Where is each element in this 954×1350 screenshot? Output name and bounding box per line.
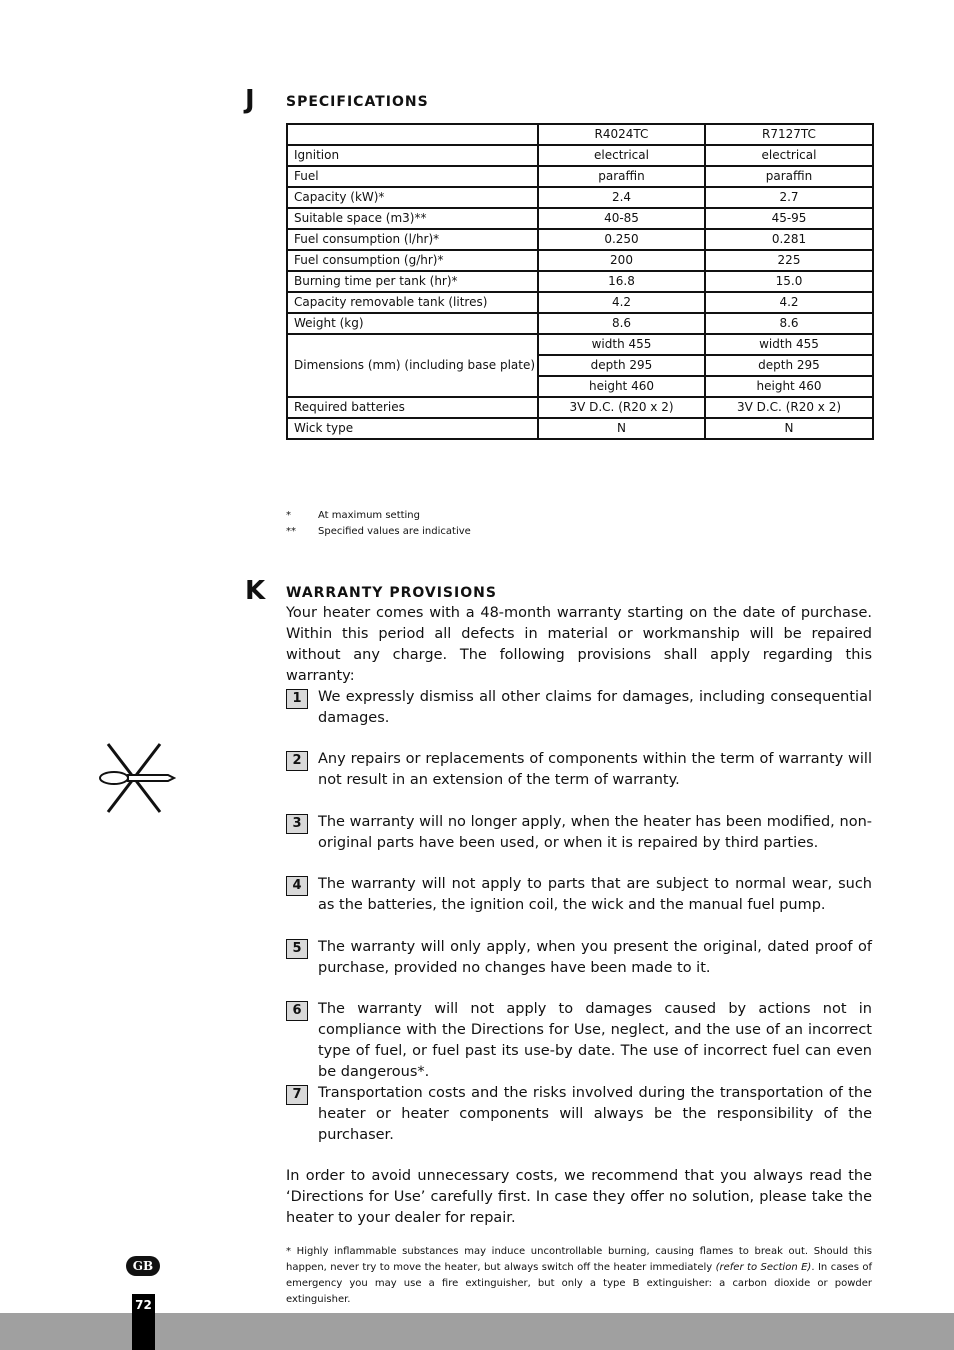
table-row — [287, 250, 873, 271]
row-label: Dimensions (mm) (including base plate) — [287, 334, 538, 397]
row-value: 2.7 — [705, 187, 873, 208]
row-value: depth 295 — [705, 355, 873, 376]
header-cell-empty — [287, 124, 538, 145]
section-letter-j: J — [245, 85, 255, 115]
item-number: 1 — [286, 689, 308, 709]
row-value: 200 — [538, 250, 705, 271]
row-label: Burning time per tank (hr)* — [287, 271, 538, 292]
row-label: Wick type — [287, 418, 538, 439]
row-value: 4.2 — [705, 292, 873, 313]
row-value: 45-95 — [705, 208, 873, 229]
page-number: 72 — [132, 1294, 155, 1350]
item-number: 5 — [286, 939, 308, 959]
row-value: 16.8 — [538, 271, 705, 292]
row-value: 8.6 — [705, 313, 873, 334]
row-label: Ignition — [287, 145, 538, 166]
footnote-mark: * — [286, 510, 291, 521]
table-row-dimensions — [287, 334, 873, 355]
row-value: depth 295 — [538, 355, 705, 376]
row-value: N — [705, 418, 873, 439]
item-number: 3 — [286, 814, 308, 834]
row-value: 225 — [705, 250, 873, 271]
item-text: The warranty will no longer apply, when the heater has been modified, non-original parts have been used, or when it is repaired by third parties. — [318, 814, 872, 851]
table-row — [287, 145, 873, 166]
row-value: 3V D.C. (R20 x 2) — [705, 397, 873, 418]
item-text: The warranty will not apply to parts that are subject to normal wear, such as the batteries, the ignition coil, the wick and the manual fuel pump. — [318, 876, 872, 913]
row-value: width 455 — [705, 334, 873, 355]
item-number: 6 — [286, 1001, 308, 1021]
row-value: 3V D.C. (R20 x 2) — [538, 397, 705, 418]
row-value: paraffin — [705, 166, 873, 187]
warranty-closing: In order to avoid unnecessary costs, we recommend that you always read the ‘Directions for Use’ carefully first. In case they offer no solution, please take the heater to your dealer for repair. — [286, 1168, 872, 1226]
table-footnotes — [286, 508, 471, 540]
section-title-specifications: SPECIFICATIONS — [286, 94, 429, 110]
table-row — [287, 166, 873, 187]
table-row — [287, 313, 873, 334]
table-row — [287, 397, 873, 418]
model-header-cell: R4024TC — [538, 124, 705, 145]
item-text: Transportation costs and the risks involved during the transportation of the heater or heater components will always be the responsibility of the purchaser. — [318, 1085, 872, 1143]
note-section-reference: (refer to Section E) — [715, 1262, 812, 1273]
warranty-intro: Your heater comes with a 48-month warranty starting on the date of purchase. Within this period all defects in material or workmanship will be repaired without any charge. The following provisions shall apply regarding this warranty: — [286, 605, 872, 684]
item-text: The warranty will not apply to damages caused by actions not in compliance with the Directions for Use, neglect, and the use of an incorrect type of fuel, or fuel past its use-by date. The use of incorrect fuel can even be dangerous*. — [318, 1001, 872, 1080]
row-value: N — [538, 418, 705, 439]
table-row — [287, 208, 873, 229]
row-label: Required batteries — [287, 397, 538, 418]
row-value: height 460 — [705, 376, 873, 397]
item-number: 4 — [286, 876, 308, 896]
row-value: 8.6 — [538, 313, 705, 334]
section-letter-k: K — [245, 576, 266, 606]
row-value: 0.281 — [705, 229, 873, 250]
table-row — [287, 418, 873, 439]
note-text-start: * Highly inflammable substances may induce uncontrollable burning, causing flames to break out. Should this happen, never try to move the heater, but always switch off the heater immediately — [286, 1246, 872, 1273]
fuel-safety-note — [286, 1244, 872, 1308]
item-number: 2 — [286, 751, 308, 771]
row-label: Fuel consumption (g/hr)* — [287, 250, 538, 271]
specifications-table — [286, 123, 874, 440]
table-header-row — [287, 124, 873, 145]
row-label: Capacity removable tank (litres) — [287, 292, 538, 313]
model-header-cell: R7127TC — [705, 124, 873, 145]
row-label: Weight (kg) — [287, 313, 538, 334]
row-value: width 455 — [538, 334, 705, 355]
row-value: 15.0 — [705, 271, 873, 292]
item-text: We expressly dismiss all other claims for damages, including consequential damages. — [318, 689, 872, 726]
item-text: Any repairs or replacements of components within the term of warranty will not result in an extension of the term of warranty. — [318, 751, 872, 788]
footnote — [286, 508, 471, 524]
footnote-text: Specified values are indicative — [318, 526, 471, 537]
row-value: paraffin — [538, 166, 705, 187]
language-badge: GB — [126, 1256, 160, 1276]
row-label: Fuel — [287, 166, 538, 187]
item-text: The warranty will only apply, when you present the original, dated proof of purchase, provided no changes have been made to it. — [318, 939, 872, 976]
row-value: 2.4 — [538, 187, 705, 208]
row-value: 4.2 — [538, 292, 705, 313]
table-row — [287, 271, 873, 292]
row-label: Capacity (kW)* — [287, 187, 538, 208]
footnote — [286, 524, 471, 540]
row-value: 0.250 — [538, 229, 705, 250]
row-value: electrical — [705, 145, 873, 166]
table-row — [287, 229, 873, 250]
row-value: height 460 — [538, 376, 705, 397]
note-text-end: . In cases of emergency you may use a fire extinguisher, but only a type B extinguisher: a carbon dioxide or powder extinguisher. — [286, 1262, 872, 1305]
crossed-out-screwdriver-icon — [98, 742, 176, 814]
item-number: 7 — [286, 1085, 308, 1105]
footnote-mark: ** — [286, 526, 296, 537]
row-value: 40-85 — [538, 208, 705, 229]
footnote-text: At maximum setting — [318, 510, 420, 521]
row-label: Fuel consumption (l/hr)* — [287, 229, 538, 250]
row-label: Suitable space (m3)** — [287, 208, 538, 229]
row-value: electrical — [538, 145, 705, 166]
table-row — [287, 187, 873, 208]
table-row — [287, 292, 873, 313]
section-title-warranty: WARRANTY PROVISIONS — [286, 585, 497, 601]
